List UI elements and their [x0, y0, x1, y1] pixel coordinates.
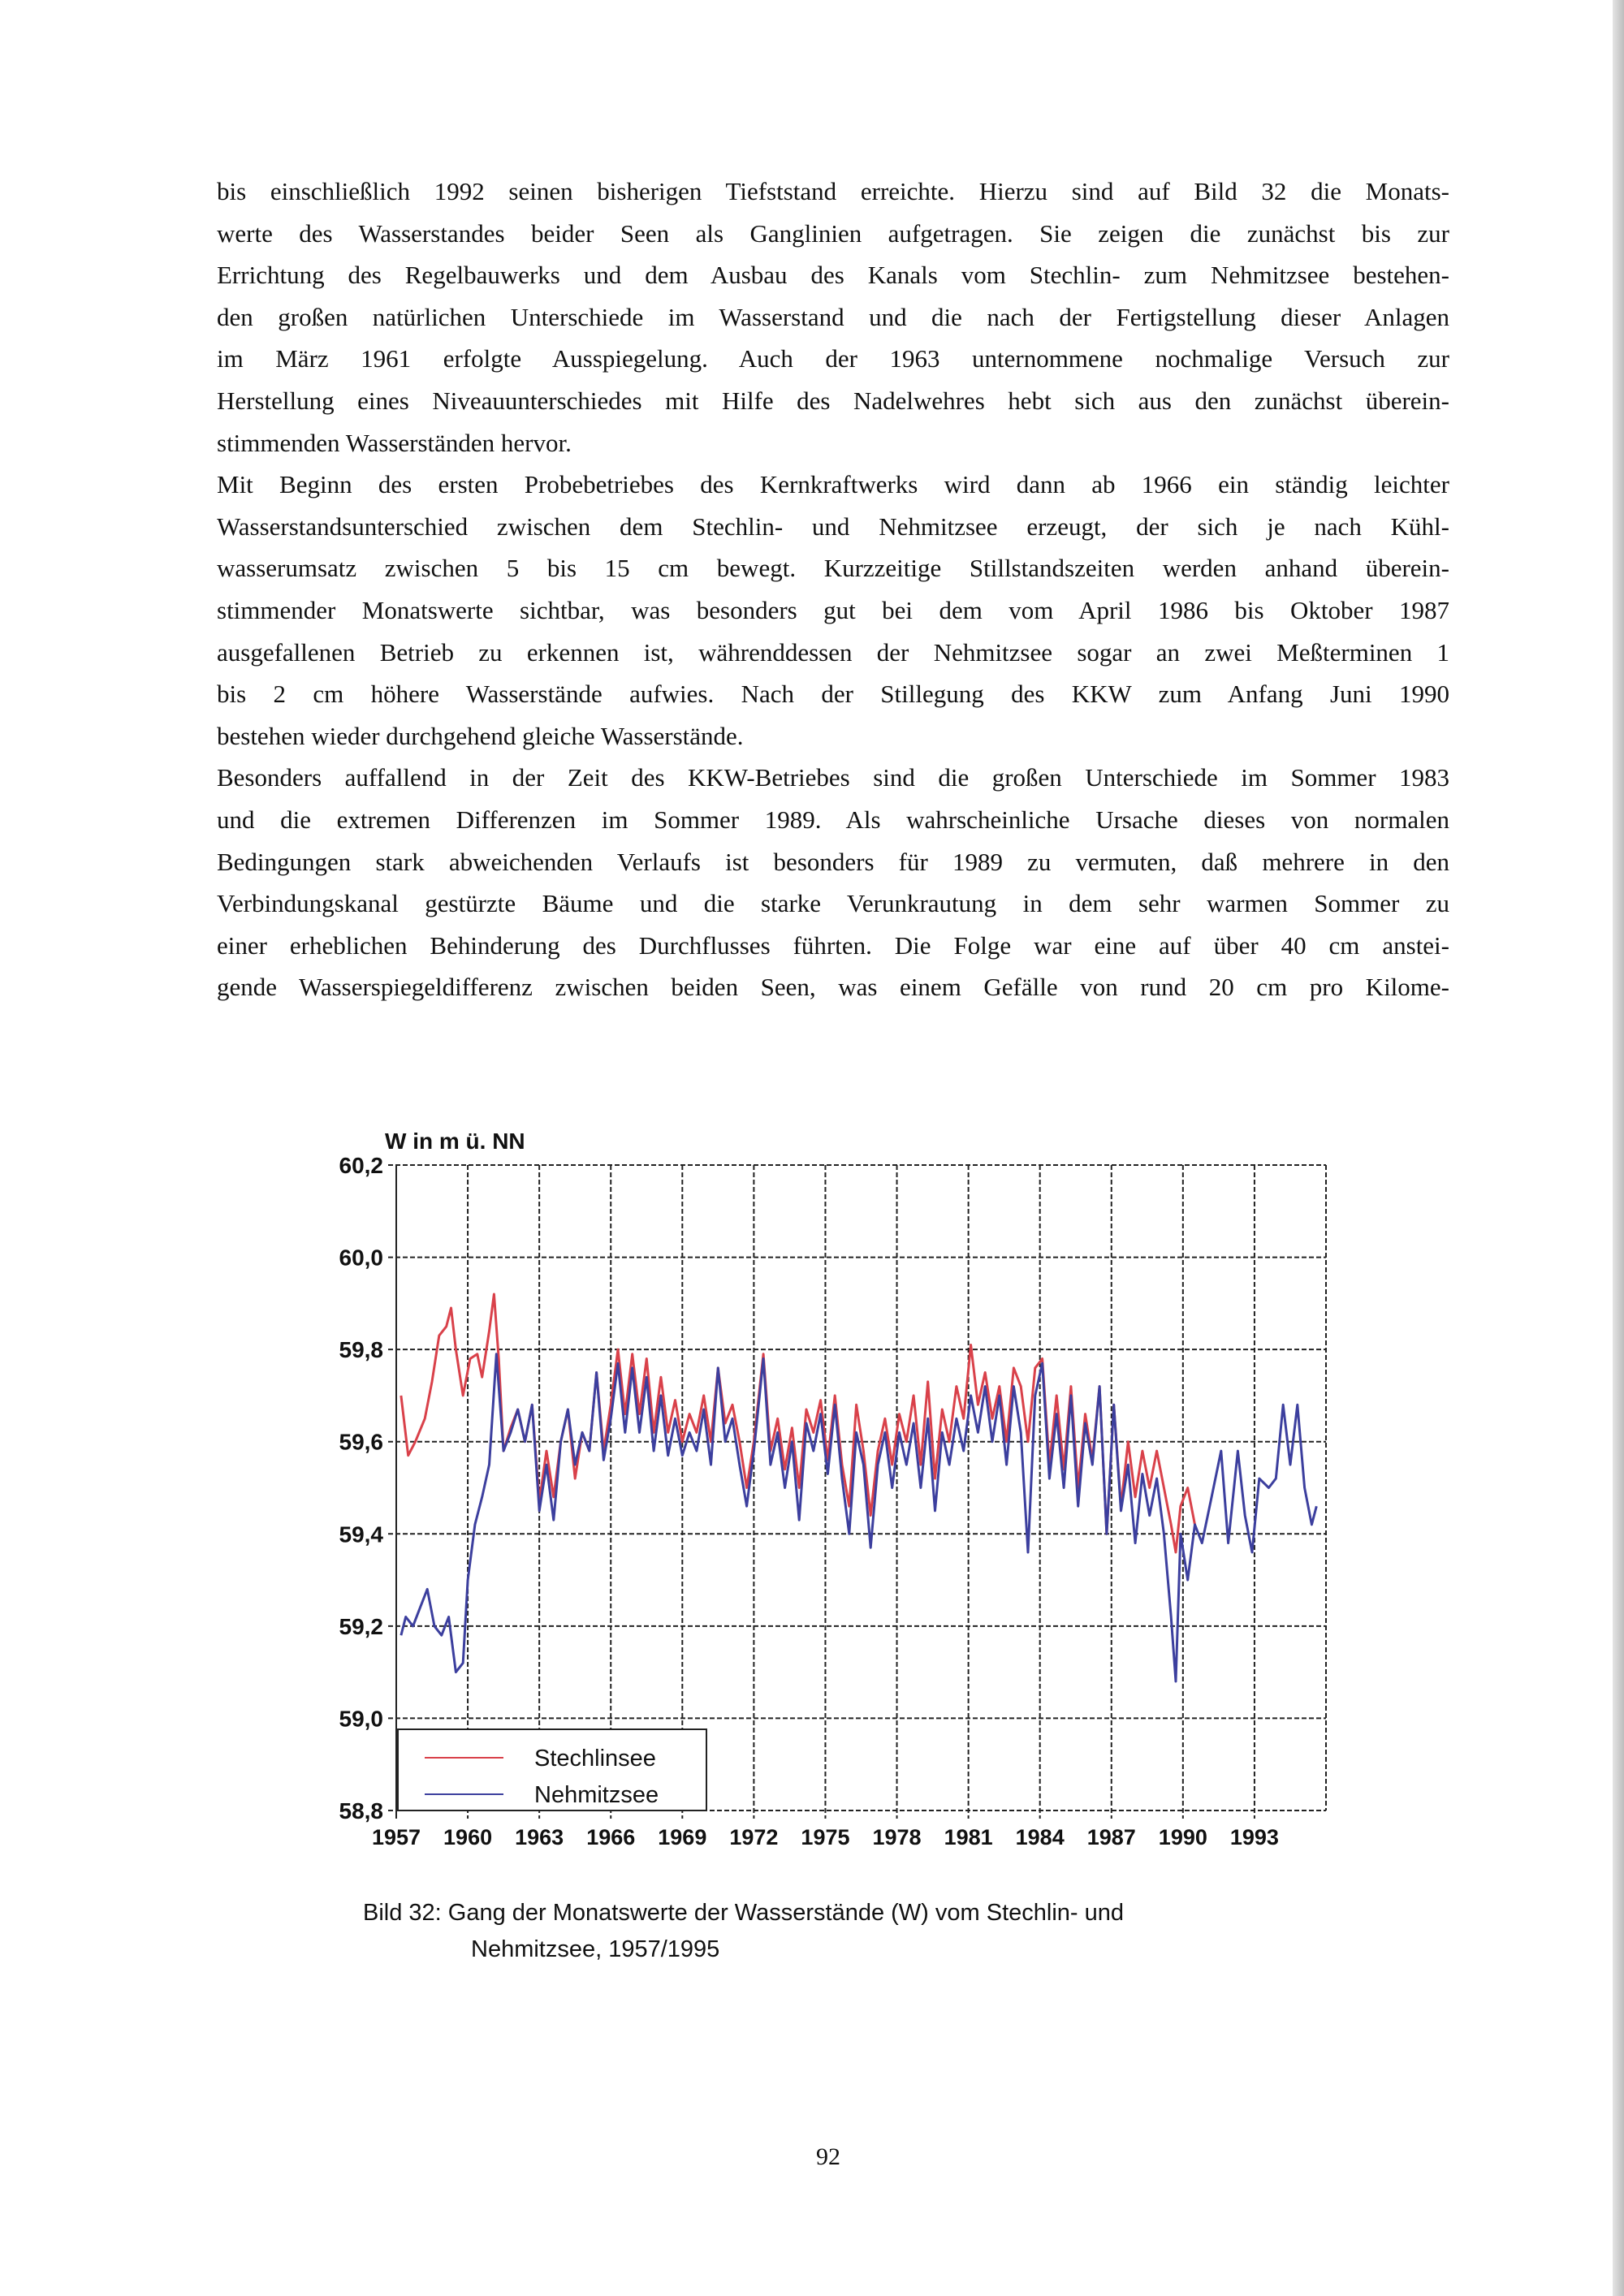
- y-tick-label: 59,6: [339, 1429, 383, 1455]
- text-line: bis 2 cm höhere Wasserstände aufwies. Nach der Stillegung des KKW zum Anfang Juni 1990: [217, 680, 1449, 709]
- x-tick-label: 1978: [872, 1825, 922, 1849]
- y-tick-label: 59,4: [339, 1521, 383, 1547]
- legend-label: Stechlinsee: [534, 1746, 656, 1772]
- x-tick-label: 1966: [586, 1825, 636, 1849]
- text-line: stimmender Monatswerte sichtbar, was besonders gut bei dem vom April 1986 bis Oktober 1987: [217, 595, 1449, 624]
- text-line: Mit Beginn des ersten Probebetriebes des Kernkraftwerks wird dann ab 1966 ein ständig leichter: [217, 470, 1449, 499]
- text-line: werte des Wasserstandes beider Seen als Ganglinien aufgetragen. Sie zeigen die zunächst bis zur: [217, 218, 1449, 248]
- x-tick-label: 1969: [658, 1825, 707, 1849]
- x-tick-label: 1984: [1015, 1825, 1065, 1849]
- text-line: bestehen wieder durchgehend gleiche Wasserstände.: [217, 721, 744, 750]
- x-tick-label: 1993: [1229, 1825, 1279, 1849]
- text-line: gende Wasserspiegeldifferenz zwischen beiden Seen, was einem Gefälle von rund 20 cm pro Kilome-: [217, 973, 1449, 1002]
- x-tick-label: 1957: [371, 1825, 421, 1849]
- y-tick-label: 60,2: [339, 1153, 383, 1178]
- figure-caption-line-1: Bild 32: Gang der Monatswerte der Wasserstände (W) vom Stechlin- und: [363, 1900, 1124, 1926]
- legend-label: Nehmitzsee: [534, 1782, 659, 1808]
- y-tick-label: 59,0: [339, 1706, 383, 1732]
- text-line: Wasserstandsunterschied zwischen dem Stechlin- und Nehmitzsee erzeugt, der sich je nach Kühl-: [217, 511, 1449, 541]
- x-tick-label: 1987: [1086, 1825, 1136, 1849]
- y-tick-label: 58,8: [339, 1798, 383, 1823]
- y-tick-label: 60,0: [339, 1245, 383, 1271]
- scan-edge: [1613, 0, 1624, 2296]
- x-tick-label: 1960: [443, 1825, 493, 1849]
- text-line: wasserumsatz zwischen 5 bis 15 cm bewegt. Kurzzeitige Stillstandszeiten werden anhand überein-: [217, 554, 1449, 583]
- water-level-chart: [309, 1120, 1348, 1867]
- body-text: [217, 170, 1449, 1008]
- x-tick-label: 1975: [801, 1825, 850, 1849]
- text-line: stimmenden Wasserständen hervor.: [217, 428, 572, 457]
- text-line: im März 1961 erfolgte Ausspiegelung. Auch der 1963 unternommene nochmalige Versuch zur: [217, 344, 1449, 373]
- x-tick-label: 1972: [729, 1825, 779, 1849]
- y-tick-label: 59,8: [339, 1337, 383, 1363]
- text-line: Verbindungskanal gestürzte Bäume und die starke Verunkrautung in dem sehr warmen Sommer zu: [217, 889, 1449, 918]
- y-axis-label: W in m ü. NN: [385, 1129, 525, 1154]
- text-line: Besonders auffallend in der Zeit des KKW-Betriebes sind die großen Unterschiede im Sommer 1983: [217, 763, 1449, 792]
- text-line: und die extremen Differenzen im Sommer 1989. Als wahrscheinliche Ursache dieses von normalen: [217, 805, 1449, 834]
- text-line: Errichtung des Regelbauwerks und dem Ausbau des Kanals vom Stechlin- zum Nehmitzsee bestehen-: [217, 261, 1449, 290]
- text-line: den großen natürlichen Unterschiede im Wasserstand und die nach der Fertigstellung dieser Anlagen: [217, 302, 1449, 331]
- figure-caption-line-2: Nehmitzsee, 1957/1995: [471, 1936, 720, 1962]
- x-tick-label: 1963: [515, 1825, 564, 1849]
- y-tick-label: 59,2: [339, 1613, 383, 1639]
- text-line: ausgefallenen Betrieb zu erkennen ist, währenddessen der Nehmitzsee sogar an zwei Meßterminen 1: [217, 637, 1449, 667]
- text-line: Bedingungen stark abweichenden Verlaufs ist besonders für 1989 zu vermuten, daß mehrere in den: [217, 847, 1449, 876]
- text-line: einer erheblichen Behinderung des Durchflusses führten. Die Folge war eine auf über 40 cm anstei-: [217, 930, 1449, 960]
- text-line: bis einschließlich 1992 seinen bisherigen Tiefststand erreichte. Hierzu sind auf Bild 32 die Monats-: [217, 177, 1449, 205]
- page-number: 92: [816, 2143, 840, 2170]
- text-line: Herstellung eines Niveauunterschiedes mit Hilfe des Nadelwehres hebt sich aus den zunächst überein-: [217, 386, 1449, 415]
- x-tick-label: 1990: [1158, 1825, 1207, 1849]
- x-tick-label: 1981: [944, 1825, 993, 1849]
